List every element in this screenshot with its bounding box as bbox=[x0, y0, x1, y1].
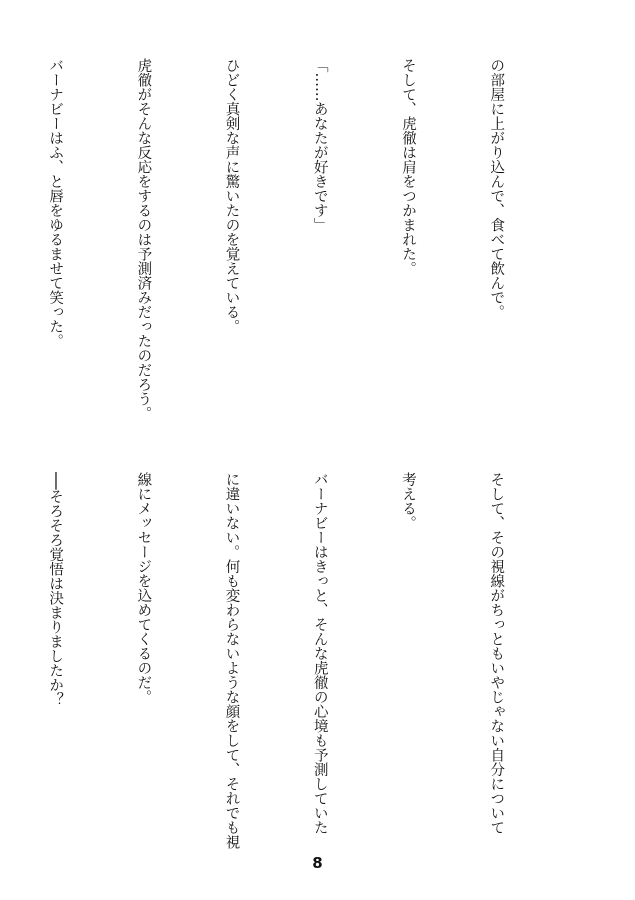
text-line: ひどく真剣な声に驚いたのを覚えている。 bbox=[223, 58, 240, 334]
text-line: 線にメッセージを込めてくるのだ。 bbox=[135, 472, 152, 704]
text-line: 考える。 bbox=[399, 472, 416, 530]
text-line: バーナビーはきっと、そんな虎徹の心境も予測していた bbox=[311, 472, 328, 835]
text-line: の部屋に上がり込んで、食べて飲んで。 bbox=[488, 58, 505, 319]
text-line: そして、虎徹は肩をつかまれた。 bbox=[399, 58, 416, 276]
text-block-top bbox=[47, 58, 569, 438]
text-line: 「……あなたが好きです」 bbox=[311, 58, 328, 232]
text-line: に違いない。何も変わらないような顔をして、それでも視 bbox=[223, 472, 240, 849]
text-line: ──そろそろ覚悟は決まりましたか？ bbox=[47, 472, 64, 707]
page-number: 8 bbox=[312, 854, 323, 872]
text-block-bottom bbox=[47, 472, 569, 852]
text-line: そして、その視線がちっともいやじゃない自分について bbox=[488, 472, 505, 835]
text-line: バーナビーはふ、と唇をゆるませて笑った。 bbox=[47, 58, 64, 348]
text-line: 虎徹がそんな反応をするのは予測済みだったのだろう。 bbox=[135, 58, 152, 421]
